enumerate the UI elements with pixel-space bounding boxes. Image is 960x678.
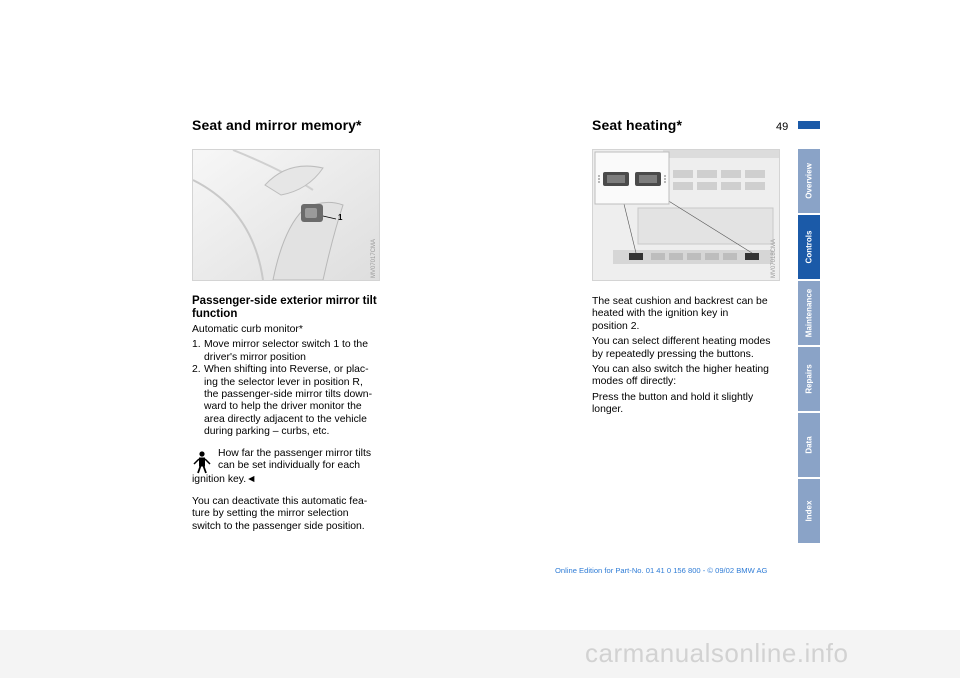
text-line: Press the button and hold it slightly [592, 391, 754, 403]
text-line: ward to help the driver monitor the [204, 401, 362, 413]
text-line: longer. [592, 404, 624, 416]
list-item [192, 339, 392, 364]
watermark-text: carmanualsonline.info [585, 638, 849, 668]
person-safety-icon [192, 450, 212, 474]
text-line: area directly adjacent to the vehicle [204, 413, 367, 425]
steps-list [192, 339, 392, 438]
tab-data[interactable] [798, 413, 820, 477]
paragraph [592, 336, 792, 361]
tab-label: Controls [804, 230, 814, 264]
tab-label: Data [804, 436, 814, 454]
closing-paragraph [192, 496, 392, 533]
tab-label: Index [804, 500, 814, 522]
text-line: When shifting into Reverse, or plac- [204, 364, 369, 376]
text-line: switch to the passenger side position. [192, 520, 365, 532]
text-line: You can also switch the higher heating [592, 364, 769, 376]
tab-controls[interactable] [798, 215, 820, 279]
text-line: driver's mirror position [204, 351, 306, 363]
paragraph [592, 392, 792, 417]
text-line: Move mirror selector switch 1 to the [204, 339, 368, 351]
text-line: ture by setting the mirror selection [192, 508, 349, 520]
left-page-title: Seat and mirror memory* [192, 117, 362, 133]
right-body [592, 296, 792, 420]
tab-label: Overview [804, 163, 814, 199]
text-line: by repeatedly pressing the buttons. [592, 348, 754, 360]
text-line: You can deactivate this automatic fea- [192, 496, 368, 507]
chapter-tabs [798, 149, 820, 544]
note-last-line [192, 474, 392, 486]
figure-code: MV07018CMA [771, 238, 777, 278]
figure-code: MV07017CMA [371, 238, 377, 278]
callout-number: 1 [338, 213, 343, 222]
left-body [192, 324, 392, 439]
note-block [192, 448, 392, 486]
tab-index[interactable] [798, 479, 820, 543]
seat-heating-figure [592, 149, 780, 281]
page-number: 49 [776, 121, 789, 133]
door-panel-illustration [193, 150, 379, 280]
mirror-memory-figure [192, 149, 380, 281]
text-line: The seat cushion and backrest can be [592, 296, 768, 307]
page-marker-bar [798, 121, 820, 129]
end-mark-icon: ◄ [246, 474, 257, 485]
tab-repairs[interactable] [798, 347, 820, 411]
note-line: How far the passenger mirror tilts [218, 448, 372, 459]
text-line: modes off directly: [592, 376, 677, 388]
text-line: during parking – curbs, etc. [204, 426, 330, 438]
paragraph [592, 364, 792, 389]
intro-text: Automatic curb monitor* [192, 324, 303, 335]
tab-maintenance[interactable] [798, 281, 820, 345]
list-item [192, 364, 392, 438]
tab-label: Maintenance [804, 288, 814, 338]
tab-label: Repairs [804, 364, 814, 394]
text-line: position 2. [592, 320, 640, 332]
center-console-illustration [593, 150, 779, 280]
step-number: 1. [192, 339, 201, 351]
right-page-title: Seat heating* [592, 117, 682, 133]
section-subheading: Passenger-side exterior mirror tilt function [192, 295, 377, 320]
step-number: 2. [192, 364, 201, 376]
text-line: ing the selector lever in position R, [204, 376, 363, 388]
text-line: You can select different heating modes [592, 336, 771, 348]
tab-overview[interactable] [798, 149, 820, 213]
paragraph [592, 296, 792, 333]
note-last-text: ignition key. [192, 474, 247, 485]
text-line: the passenger-side mirror tilts down- [204, 389, 373, 401]
note-line: can be set individually for each [218, 460, 361, 472]
text-line: heated with the ignition key in [592, 308, 729, 320]
footer-edition-link[interactable]: Online Edition for Part-No. 01 41 0 156 800 - © 09/02 BMW AG [555, 566, 768, 575]
